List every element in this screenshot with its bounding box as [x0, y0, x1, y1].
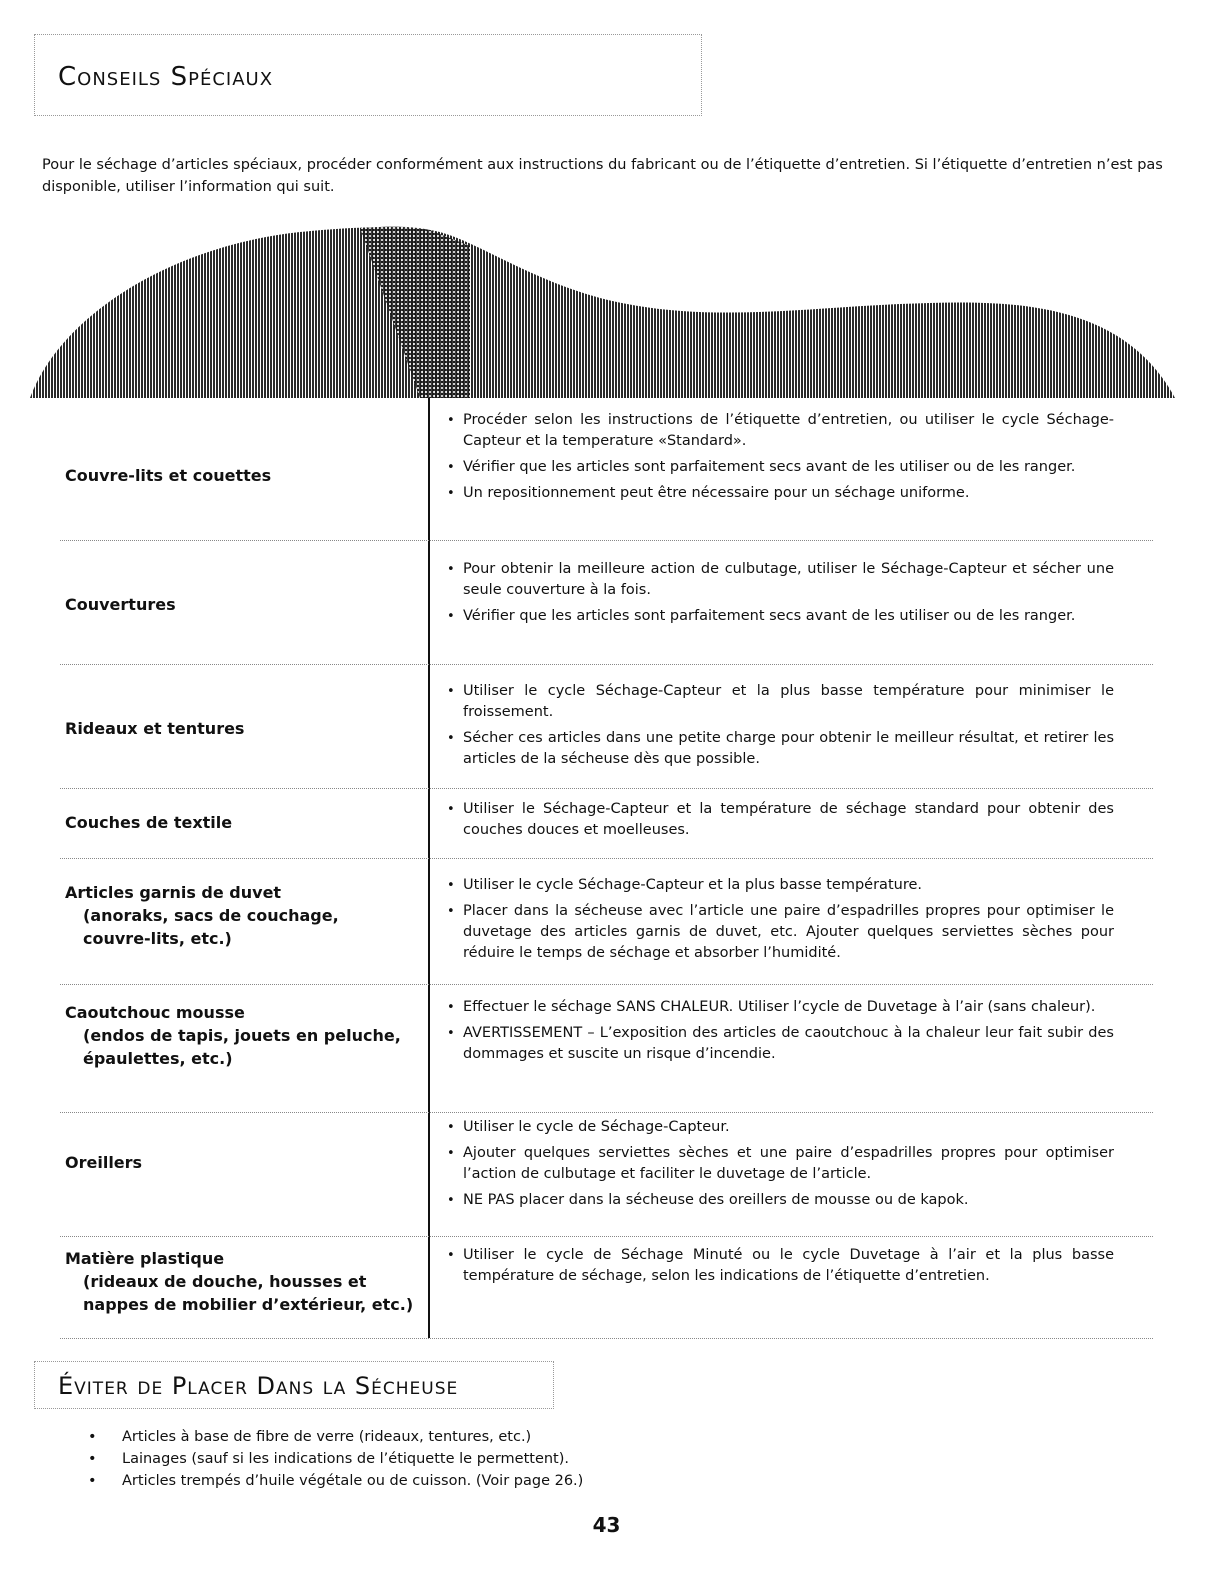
list-item: • NE PAS placer dans la sécheuse des oreillers de mousse ou de kapok. — [444, 1190, 1114, 1211]
row-label-detail: (anoraks, sacs de couchage, — [83, 906, 339, 925]
table-row — [60, 985, 1153, 1113]
list-item: • AVERTISSEMENT – L’exposition des articles de caoutchouc à la chaleur leur fait subir des dommages et suscite un risque d’incendie. — [444, 1023, 1114, 1065]
instruction-list — [444, 799, 1114, 846]
row-label-title: Caoutchouc mousse — [65, 1003, 245, 1022]
list-item: • Sécher ces articles dans une petite charge pour obtenir le meilleur résultat, et retirer les articles de la sécheuse dès que possible. — [444, 728, 1114, 770]
instruction-list — [444, 997, 1114, 1070]
list-item: • Articles trempés d’huile végétale ou de cuisson. (Voir page 26.) — [88, 1470, 583, 1492]
row-label-detail: couvre-lits, etc.) — [83, 929, 232, 948]
page-number: 43 — [592, 1513, 621, 1537]
instruction-list — [444, 681, 1114, 775]
list-item: • Procéder selon les instructions de l’étiquette d’entretien, ou utiliser le cycle Séchage-Capteur et la temperature «Standard». — [444, 410, 1114, 452]
instruction-list — [444, 875, 1114, 969]
list-item: • Utiliser le Séchage-Capteur et la température de séchage standard pour obtenir des couches douces et moelleuses. — [444, 799, 1114, 841]
row-label: Couches de textile — [65, 813, 233, 832]
list-item: • Lainages (sauf si les indications de l’étiquette le permettent). — [88, 1448, 583, 1470]
list-item: • Utiliser le cycle de Séchage-Capteur. — [444, 1117, 1114, 1138]
instruction-list — [444, 1117, 1114, 1216]
page-title: Conseils Spéciaux — [58, 62, 274, 92]
table-row — [60, 398, 1153, 541]
table-row — [60, 859, 1153, 985]
row-label-detail: nappes de mobilier d’extérieur, etc.) — [83, 1295, 414, 1314]
row-label: Rideaux et tentures — [65, 719, 245, 738]
row-label — [65, 881, 339, 950]
intro-paragraph: Pour le séchage d’articles spéciaux, procéder conformément aux instructions du fabricant ou de l’étiquette d’entretien. Si l’étiquette d’entretien n’est pas disponible, utiliser l’information qui suit. — [42, 157, 1163, 195]
row-label-title: Articles garnis de duvet — [65, 883, 282, 902]
avoid-list — [88, 1426, 583, 1492]
list-item: • Articles à base de fibre de verre (rideaux, tentures, etc.) — [88, 1426, 583, 1448]
row-label-detail: (endos de tapis, jouets en peluche, — [83, 1026, 401, 1045]
list-item: • Vérifier que les articles sont parfaitement secs avant de les utiliser ou de les ranger. — [444, 457, 1114, 478]
row-label-detail: (rideaux de douche, housses et — [83, 1272, 367, 1291]
list-item: • Vérifier que les articles sont parfaitement secs avant de les utiliser ou de les ranger. — [444, 606, 1114, 627]
instruction-list — [444, 1245, 1114, 1292]
list-item: • Un repositionnement peut être nécessaire pour un séchage uniforme. — [444, 483, 1114, 504]
row-label-detail: épaulettes, etc.) — [83, 1049, 233, 1068]
row-label — [65, 1247, 413, 1316]
row-label: Couvertures — [65, 595, 176, 614]
list-item: • Effectuer le séchage SANS CHALEUR. Utiliser l’cycle de Duvetage à l’air (sans chaleur). — [444, 997, 1114, 1018]
instruction-list — [444, 410, 1114, 509]
row-label: Couvre-lits et couettes — [65, 466, 272, 485]
table-row — [60, 1113, 1153, 1237]
decorative-wave-banner — [0, 226, 1213, 398]
row-label: Oreillers — [65, 1153, 143, 1172]
list-item: • Pour obtenir la meilleure action de culbutage, utiliser le Séchage-Capteur et sécher une seule couverture à la fois. — [444, 559, 1114, 601]
list-item: • Utiliser le cycle Séchage-Capteur et la plus basse température. — [444, 875, 1114, 896]
table-row — [60, 1237, 1153, 1339]
table-row — [60, 789, 1153, 859]
table-row — [60, 665, 1153, 789]
list-item: • Ajouter quelques serviettes sèches et une paire d’espadrilles propres pour optimiser l’action de culbutage et faciliter le duvetage de l’article. — [444, 1143, 1114, 1185]
row-label — [65, 1001, 401, 1070]
list-item: • Utiliser le cycle de Séchage Minuté ou le cycle Duvetage à l’air et la plus basse température de séchage, selon les indications de l’étiquette d’entretien. — [444, 1245, 1114, 1287]
row-label-title: Matière plastique — [65, 1249, 225, 1268]
list-item: • Placer dans la sécheuse avec l’article une paire d’espadrilles propres pour optimiser le duvetage des articles garnis de duvet, etc. Ajouter quelques serviettes sèches pour réduire le temps de séchage et absorber l’humidité. — [444, 901, 1114, 964]
instruction-list — [444, 559, 1114, 632]
section-title: Éviter de Placer Dans la Sécheuse — [58, 1372, 459, 1400]
list-item: • Utiliser le cycle Séchage-Capteur et la plus basse température pour minimiser le froissement. — [444, 681, 1114, 723]
table-row — [60, 541, 1153, 665]
